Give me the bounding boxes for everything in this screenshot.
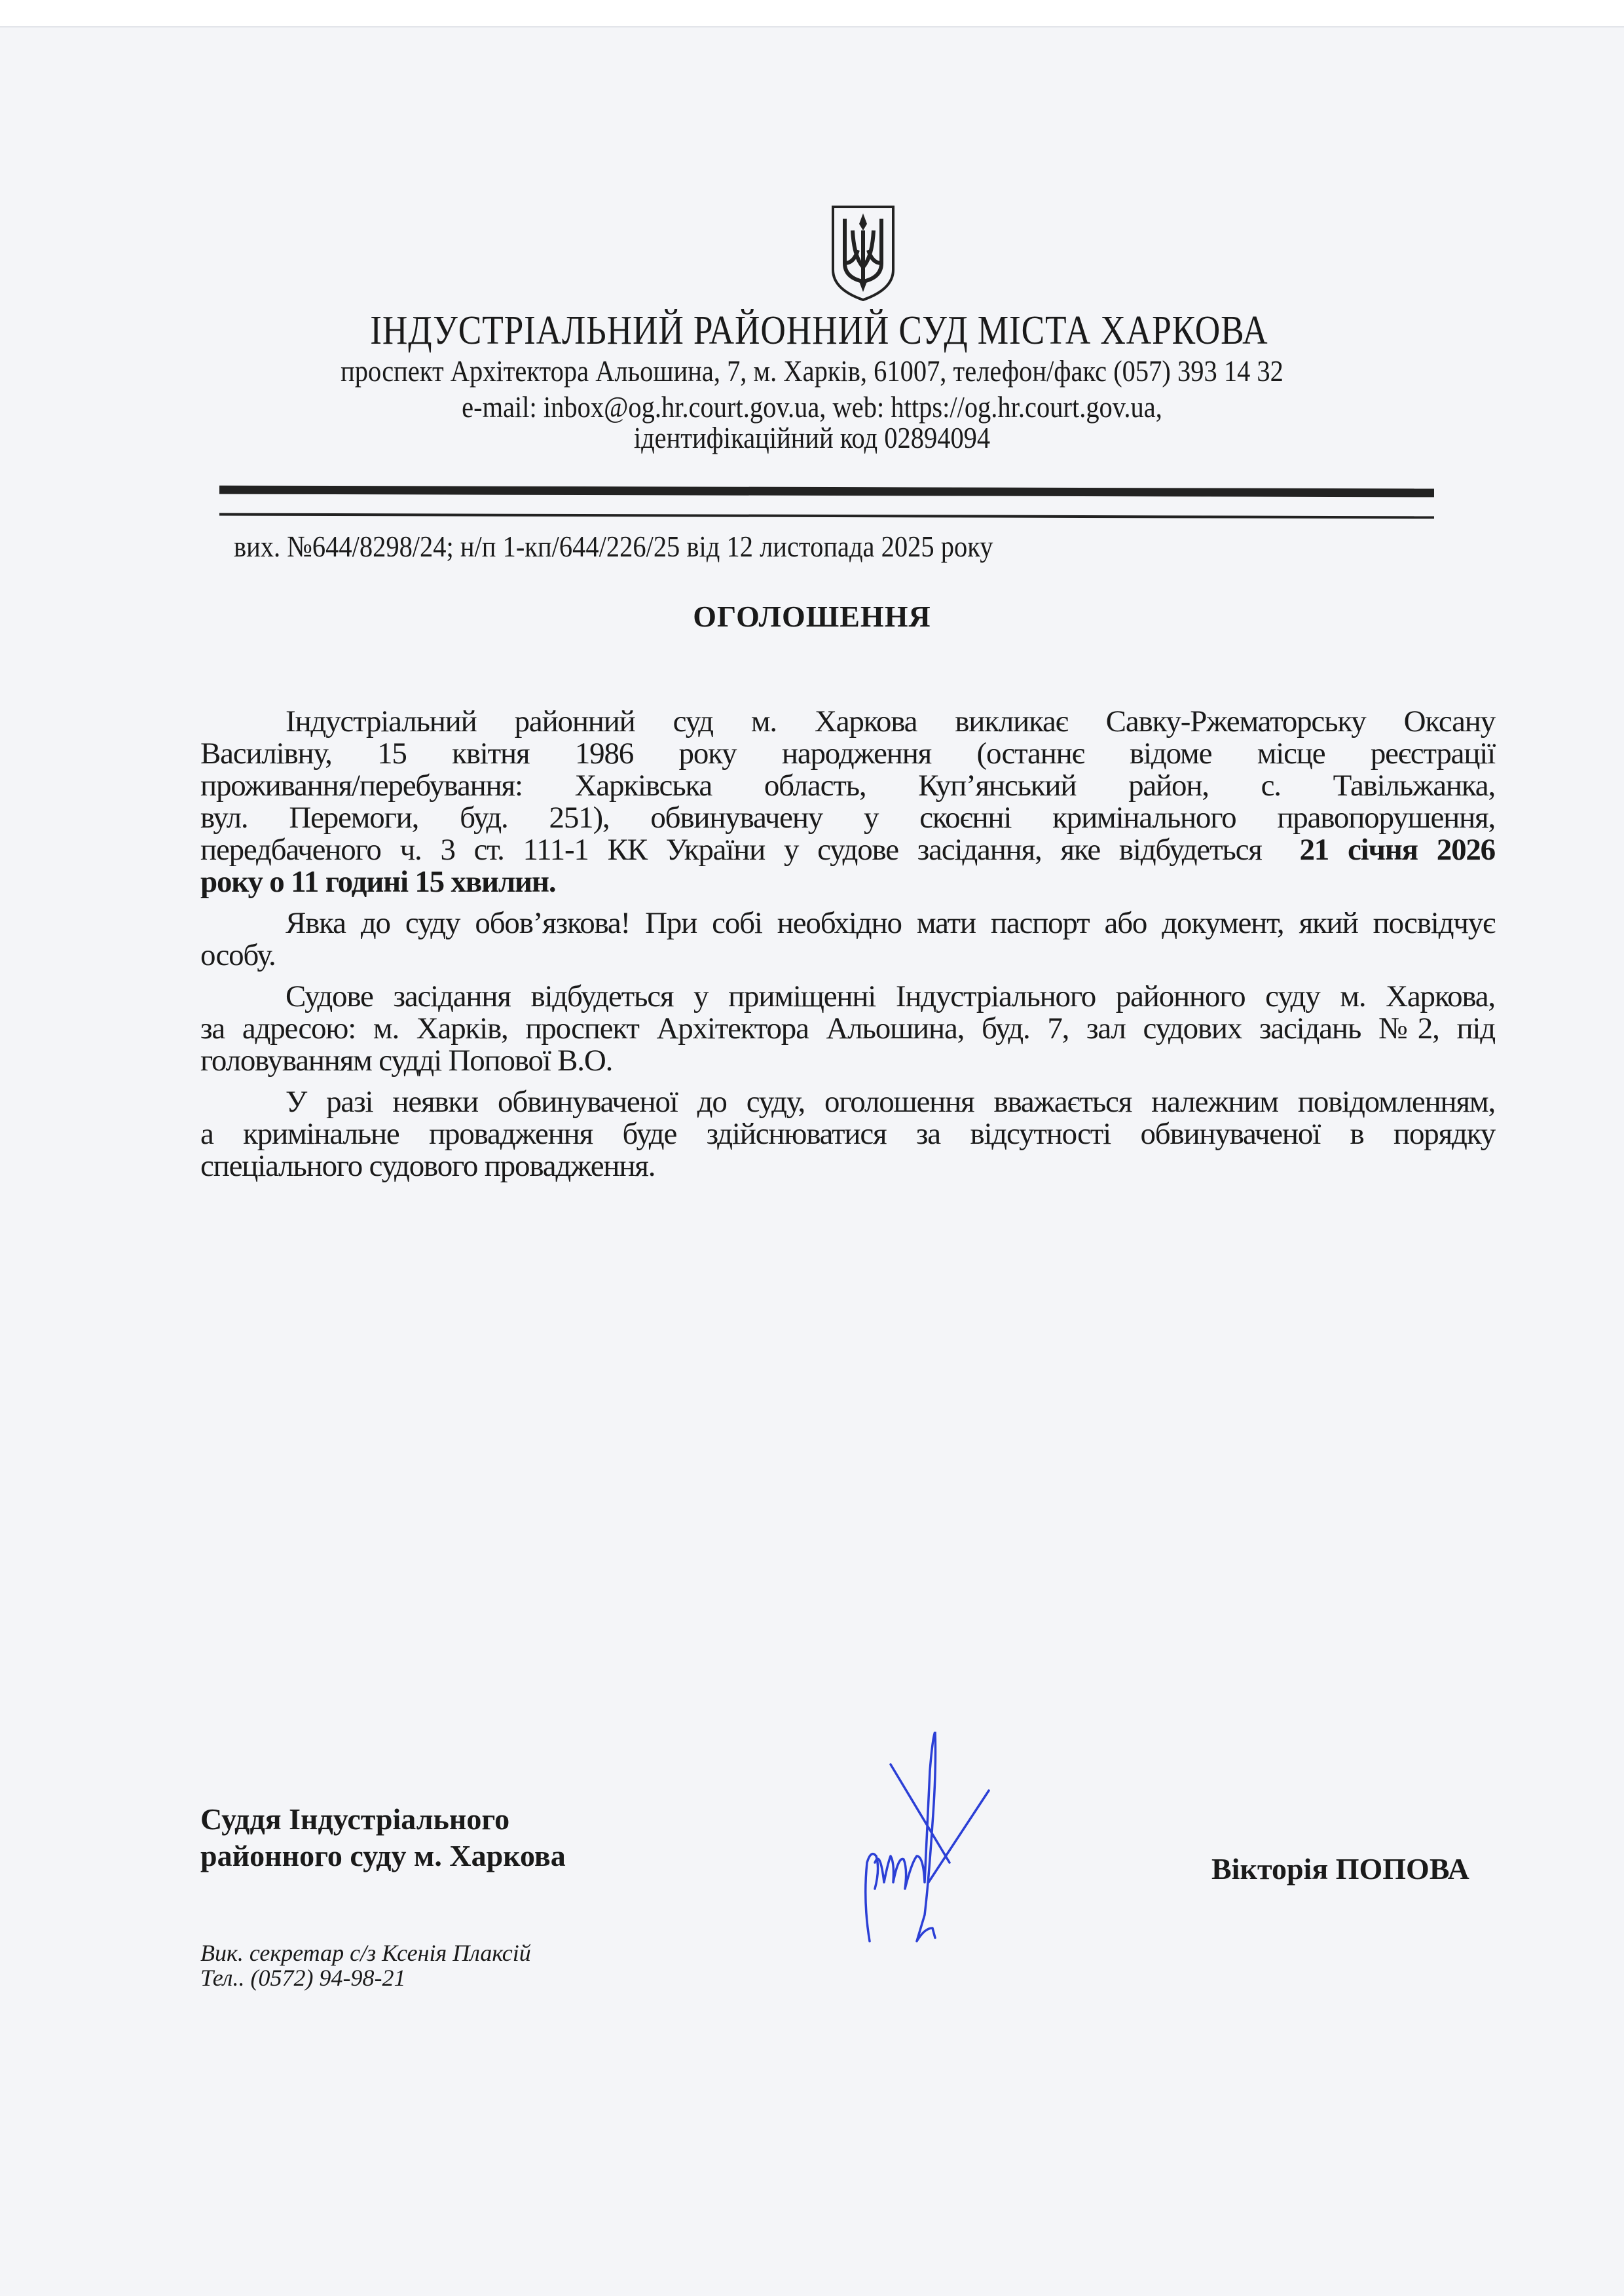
court-id-code: ідентифікаційний код 02894094 (633, 421, 991, 454)
text-line: Індустріальний районний суд м. Харкова викликає Савку-Ржематорську Оксану (286, 704, 1495, 738)
paragraph-attendance (200, 907, 1495, 972)
judge-position-line2: районного суду м. Харкова (200, 1839, 566, 1872)
scan-top-margin (0, 0, 1624, 27)
hearing-date: 21 січня 2026 (1299, 833, 1495, 867)
text-line: У разі неявки обвинуваченої до суду, оголошення вважається належним повідомленням, (286, 1085, 1495, 1119)
document-heading: ОГОЛОШЕННЯ (693, 600, 931, 633)
court-contacts: e-mail: inbox@og.hr.court.gov.ua, web: https://og.hr.court.gov.ua, (462, 390, 1162, 424)
handwritten-signature (851, 1732, 1074, 1967)
text-line-part: передбаченого ч. 3 ст. 111-1 КК України у судове засідання, яке відбудеться (200, 833, 1262, 867)
text-line: Василівну, 15 квітня 1986 року народження (останнє відоме місце реєстрації (200, 737, 1495, 771)
reference-number: вих. №644/8298/24; н/п 1-кп/644/226/25 від 12 листопада 2025 року (234, 530, 993, 563)
text-line: головуванням судді Попової В.О. (200, 1044, 613, 1078)
text-line: за адресою: м. Харків, проспект Архітектора Альошина, буд. 7, зал судових засідань №2, під (200, 1011, 1495, 1046)
text-line: Явка до суду обов’язкова! При собі необхідно мати паспорт або документ, який посвідчує (286, 906, 1495, 940)
paragraph-location (200, 981, 1495, 1077)
text-line: спеціального судового провадження. (200, 1149, 655, 1183)
announcement-body (200, 706, 1495, 1192)
executor-phone: Тел.. (0572) 94-98-21 (200, 1965, 406, 1991)
executor-name: Вик. секретар с/з Ксенія Плаксій (200, 1940, 531, 1966)
hearing-time: року о 11 годині 15 хвилин. (200, 865, 556, 899)
text-line: Судове засідання відбудеться у приміщенні Індустріального районного суду м. Харкова, (286, 979, 1495, 1013)
text-line: проживання/перебування: Харківська область, Куп’янський район, с. Тавільжанка, (200, 769, 1495, 803)
text-line: вул. Перемоги, буд. 251), обвинувачену у скоєнні кримінального правопорушення, (200, 801, 1495, 835)
header-divider-thin (219, 513, 1434, 519)
paragraph-absence-notice (200, 1086, 1495, 1182)
header-divider-thick (219, 486, 1434, 498)
text-line: а кримінальне провадження буде здійснюватися за відсутності обвинуваченої в порядку (200, 1117, 1495, 1151)
court-name: ІНДУСТРІАЛЬНИЙ РАЙОННИЙ СУД МІСТА ХАРКОВА (370, 308, 1268, 353)
text-line: особу. (200, 938, 276, 972)
text-line (200, 834, 1495, 866)
ukraine-trident-emblem-icon (830, 204, 896, 301)
court-address: проспект Архітектора Альошина, 7, м. Харків, 61007, телефон/факс (057) 393 14 32 (341, 354, 1283, 388)
judge-position-line1: Суддя Індустріального (200, 1802, 510, 1836)
judge-name: Вікторія ПОПОВА (1211, 1852, 1469, 1886)
paragraph-summons (200, 706, 1495, 898)
